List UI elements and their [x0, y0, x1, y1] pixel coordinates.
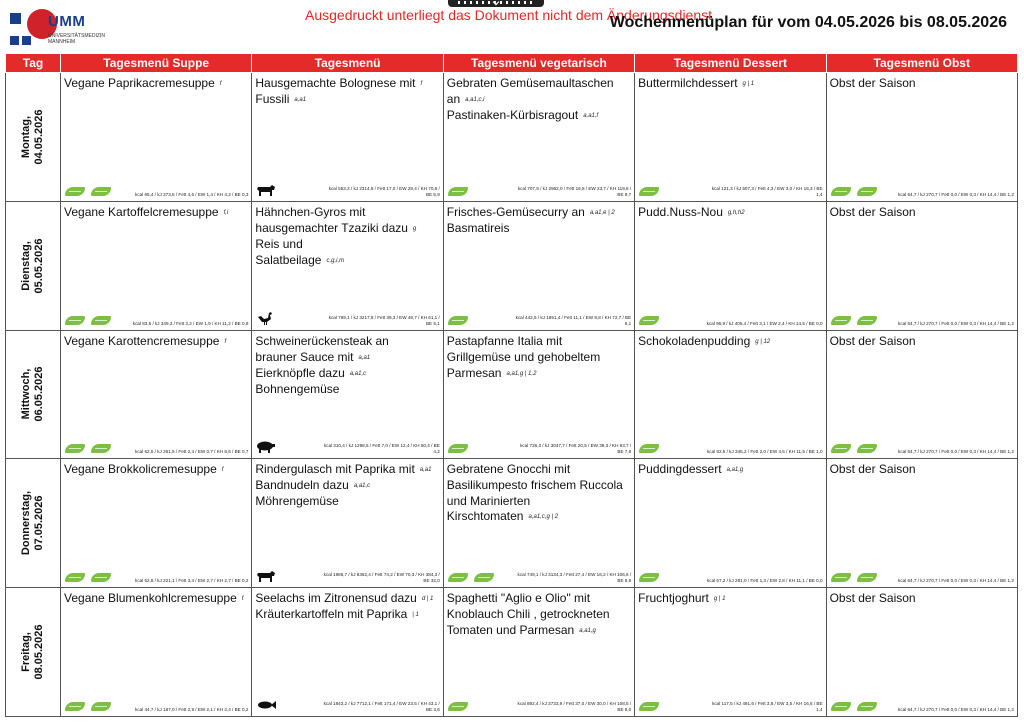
meal-cell-menu: [252, 588, 443, 717]
diet-icons: [65, 573, 111, 582]
nutrition-info: kcal 62,5 / kJ 261,5 / Fett 2,4 / EW 0,7 / KH 8,6 / BE 0,7: [135, 449, 249, 455]
table-row: [6, 588, 1018, 717]
allergen-codes: g | 12: [755, 338, 771, 345]
dish-line: [255, 494, 439, 510]
dish-line: [638, 205, 822, 221]
cow-icon: [256, 568, 276, 583]
nutrition-info: kcal 726,3 / kJ 3047,7 / Fett 20,5 / EW 39,3 / KH 93,7 / BE 7,8: [520, 443, 632, 455]
meal-cell-menu: [252, 330, 443, 459]
dish-line: [447, 221, 631, 237]
dish-name: [830, 205, 1014, 221]
dish-text: brauner Sauce mit: [255, 349, 354, 364]
vegan-leaf-icon: [65, 573, 85, 582]
dish-line: [64, 334, 248, 350]
table-row: [6, 330, 1018, 459]
dish-line: [830, 76, 1014, 92]
fish-icon: [256, 697, 276, 712]
nutrition-info: kcal 67,2 / kJ 281,0 / Fett 1,3 / EW 2,8 / KH 11,1 / BE 0,0: [706, 578, 823, 584]
dish-name: [64, 334, 248, 350]
dish-line: [255, 76, 439, 92]
dish-text: Möhrengemüse: [255, 494, 339, 509]
diet-icons: [639, 316, 659, 325]
dish-line: [830, 205, 1014, 221]
logo-name: UMM: [48, 13, 86, 30]
meal-cell-suppe: [61, 330, 252, 459]
allergen-codes: a,a1,g: [726, 467, 744, 474]
dish-name: [830, 591, 1014, 607]
diet-icons: [65, 187, 111, 196]
dish-line: [447, 108, 631, 124]
meal-cell-obst: [826, 201, 1017, 330]
dish-line: [447, 607, 631, 623]
allergen-codes: f: [241, 596, 244, 603]
dish-text: Puddingdessert: [638, 462, 722, 477]
vegetarian-leaf-icon: [474, 573, 494, 582]
dish-name: [830, 462, 1014, 478]
allergen-codes: a,a1,c: [353, 483, 371, 490]
dish-line: [447, 334, 631, 350]
diet-icons: [639, 573, 659, 582]
nutrition-info: kcal 65,4 / kJ 273,5 / Fett 4,6 / EW 1,4 / KH 4,2 / BE 0,3: [135, 191, 249, 197]
logo-subtitle: UNIVERSITÄTSMEDIZIN MANNHEIM: [48, 33, 105, 45]
dish-line: [447, 205, 631, 221]
vegan-leaf-icon: [857, 187, 877, 196]
allergen-codes: g,h,h2: [727, 209, 745, 216]
dish-text: Knoblauch Chili , getrockneten: [446, 607, 610, 622]
meal-cell-veg: [443, 588, 634, 717]
menu-table: [5, 53, 1018, 717]
dish-text: Obst der Saison: [829, 204, 916, 219]
pig-icon: [256, 439, 276, 454]
dish-line: [447, 478, 631, 494]
nutrition-info: kcal 553,2 / kJ 2314,8 / Fett 17,0 / EW 28,4 / KH 70,8 / BE 5,9: [328, 185, 440, 197]
allergen-codes: a,a1,g: [579, 628, 596, 635]
diet-icons: [831, 702, 877, 711]
nutrition-info: kcal 83,5 / kJ 349,3 / Fett 3,2 / EW 1,9 / KH 11,2 / BE 0,9: [132, 320, 249, 326]
nutrition-info: kcal 1843,2 / kJ 7712,1 / Fett 171,4 / EW 23,5 / KH 43,1 / BE 3,6: [323, 700, 440, 712]
day-label: [20, 109, 46, 164]
allergen-codes: f: [221, 467, 224, 474]
dish-line: [255, 366, 439, 382]
dish-line: [447, 76, 631, 92]
vegan-leaf-icon: [65, 702, 85, 711]
dish-text: Fruchtjoghurt: [638, 591, 709, 606]
vegetarian-leaf-icon: [639, 187, 659, 196]
meal-cell-suppe: [61, 588, 252, 717]
meal-cell-dessert: [635, 330, 826, 459]
dish-text: Obst der Saison: [829, 333, 916, 348]
vegetarian-leaf-icon: [448, 316, 468, 325]
meal-cell-veg: [443, 459, 634, 588]
dish-name: [255, 591, 439, 623]
dish-line: [255, 478, 439, 494]
nutrition-info: kcal 64,7 / kJ 270,7 / Fett 0,0 / EW 0,3 / KH 14,4 / BE 1,2: [898, 449, 1014, 455]
vegan-leaf-icon: [91, 187, 111, 196]
column-header-tag: Tag: [6, 54, 61, 73]
dish-name: [638, 462, 822, 478]
dish-name: [638, 76, 822, 92]
dish-line: [64, 76, 248, 92]
vegan-leaf-icon: [65, 316, 85, 325]
vegan-leaf-icon: [831, 702, 851, 711]
meal-cell-obst: [826, 459, 1017, 588]
dish-line: [255, 334, 439, 350]
meal-cell-suppe: [61, 201, 252, 330]
diet-icons: [831, 573, 877, 582]
dish-text: Hähnchen-Gyros mit: [255, 204, 366, 219]
allergen-codes: a,a1,c: [349, 370, 367, 377]
allergen-codes: f,i: [223, 209, 229, 216]
dish-text: Vegane Kartoffelcremesuppe: [64, 204, 219, 219]
umm-logo: [10, 9, 130, 49]
allergen-codes: f: [420, 81, 423, 87]
vegan-leaf-icon: [91, 702, 111, 711]
dish-name: [447, 205, 631, 237]
day-cell: [6, 459, 61, 588]
date: 08.05.2026: [33, 624, 45, 680]
weekday: Freitag,: [20, 632, 32, 672]
viewer-toolbar-handle[interactable]: [448, 0, 544, 7]
day-cell: [6, 73, 61, 202]
dish-text: Basmatireis: [446, 220, 510, 235]
nutrition-info: kcal 64,7 / kJ 270,7 / Fett 0,0 / EW 0,3 / KH 14,4 / BE 1,2: [898, 578, 1014, 584]
dish-text: Gebraten Gemüsemaultaschen: [446, 76, 614, 90]
meal-cell-suppe: [61, 459, 252, 588]
dish-line: [64, 205, 248, 221]
vegetarian-leaf-icon: [639, 702, 659, 711]
dish-text: Vegane Paprikacremesuppe: [64, 76, 215, 90]
dish-text: Parmesan: [446, 365, 502, 380]
day-label: [20, 238, 46, 293]
meal-cell-dessert: [635, 201, 826, 330]
dish-text: und Marinierten Kirschtomaten: [446, 494, 531, 524]
dish-text: Frisches-Gemüsecurry an: [446, 204, 585, 219]
allergen-codes: a,a1,g | 1,2: [506, 370, 537, 377]
nutrition-info: kcal 64,7 / kJ 270,7 / Fett 0,0 / EW 0,3 / KH 14,4 / BE 1,2: [898, 191, 1014, 197]
vegan-leaf-icon: [831, 316, 851, 325]
dish-line: [447, 494, 631, 525]
allergen-codes: a,a1,c,i: [465, 97, 485, 103]
column-header-menu: Tagesmenü: [252, 54, 443, 73]
dish-text: Salatbeilage: [255, 252, 322, 267]
vegan-leaf-icon: [91, 573, 111, 582]
vegan-leaf-icon: [91, 316, 111, 325]
dish-line: [447, 366, 631, 382]
diet-icons: [639, 187, 659, 196]
dish-text: Schokoladenpudding: [638, 333, 751, 348]
dish-text: Seelachs im Zitronensud dazu: [255, 591, 417, 606]
allergen-codes: a,a1,c,g | 2: [528, 514, 559, 521]
dish-text: Obst der Saison: [829, 462, 916, 477]
chevron-down-icon[interactable]: [493, 0, 500, 5]
diet-icons: [639, 444, 659, 453]
vegan-leaf-icon: [831, 444, 851, 453]
dish-text: Obst der Saison: [829, 591, 916, 606]
print-notice: Ausgedruckt unterliegt das Dokument nicht dem Änderungsdienst: [305, 7, 713, 23]
dish-text: Spaghetti "Aglio e Olio" mit: [446, 591, 591, 606]
dish-line: [255, 221, 439, 237]
diet-icons: [639, 702, 659, 711]
dish-line: [447, 623, 631, 639]
allergen-codes: | 1: [412, 612, 419, 619]
vegan-leaf-icon: [857, 444, 877, 453]
dish-text: Rindergulasch mit Paprika mit: [255, 462, 415, 477]
meal-cell-dessert: [635, 459, 826, 588]
vegan-leaf-icon: [65, 187, 85, 196]
allergen-codes: f: [224, 338, 227, 345]
column-header-vegetarisch: Tagesmenü vegetarisch: [443, 54, 634, 73]
dish-line: [447, 92, 631, 108]
meal-cell-veg: [443, 73, 634, 202]
nutrition-info: kcal 52,8 / kJ 221,1 / Fett 3,4 / EW 2,7 / KH 2,7 / BE 0,2: [135, 578, 249, 584]
dish-text: Gebratene Gnocchi mit: [446, 462, 571, 477]
dish-text: Basilikumpesto frischem Ruccola: [446, 478, 623, 493]
page-title: Wochenmenüplan für vom 04.05.2026 bis 08.05.2026: [609, 14, 1007, 31]
dish-line: [255, 462, 439, 478]
diet-icons: [448, 702, 468, 711]
vegetarian-leaf-icon: [639, 573, 659, 582]
dish-text: Fussili: [255, 92, 290, 106]
dish-name: [830, 76, 1014, 92]
logo-square-icon: [22, 36, 31, 45]
meal-cell-obst: [826, 588, 1017, 717]
day-label: [20, 625, 46, 680]
weekday: Donnerstag,: [20, 491, 32, 556]
dish-line: [638, 462, 822, 478]
vegan-leaf-icon: [91, 444, 111, 453]
chicken-icon: [256, 311, 276, 326]
vegetarian-leaf-icon: [448, 702, 468, 711]
dish-text: Buttermilchdessert: [638, 76, 738, 90]
day-cell: [6, 588, 61, 717]
nutrition-info: kcal 892,4 / kJ 3733,9 / Fett 37,0 / EW 30,0 / KH 108,5 / BE 9,0: [517, 700, 632, 712]
dish-text: Pudd.Nuss-Nou: [638, 204, 723, 219]
diet-icons: [831, 187, 877, 196]
diet-icons: [831, 444, 877, 453]
nutrition-info: kcal 1986,7 / kJ 8362,4 / Fett 74,2 / EW 70,3 / KH 384,3 / BE 32,0: [323, 572, 440, 584]
dish-name: [447, 334, 631, 382]
dish-name: [447, 591, 631, 639]
dish-text: Grillgemüse und gehobeltem: [446, 349, 601, 364]
dish-line: [447, 591, 631, 607]
date: 05.05.2026: [33, 238, 45, 294]
dish-text: Schweinerückensteak an: [255, 333, 389, 348]
vegan-leaf-icon: [65, 444, 85, 453]
logo-square-icon: [10, 36, 19, 45]
diet-icons: [65, 444, 111, 453]
dish-line: [830, 334, 1014, 350]
vegetarian-leaf-icon: [448, 573, 468, 582]
vegan-leaf-icon: [831, 187, 851, 196]
dish-line: [447, 462, 631, 478]
nutrition-info: kcal 44,7 / kJ 187,0 / Fett 2,9 / EW 2,1 / KH 2,4 / BE 0,2: [135, 706, 249, 712]
dish-line: [255, 92, 439, 108]
dish-text: Hausgemachte Bolognese mit: [255, 76, 416, 90]
date: 07.05.2026: [33, 495, 45, 551]
dish-text: an: [446, 92, 461, 106]
date: 04.05.2026: [33, 109, 45, 165]
dish-text: Vegane Karottencremesuppe: [64, 333, 220, 348]
meal-cell-obst: [826, 73, 1017, 202]
dish-name: [447, 76, 631, 124]
logo-square-icon: [10, 13, 21, 24]
diet-icons: [831, 316, 877, 325]
vegan-leaf-icon: [857, 316, 877, 325]
cow-icon: [256, 182, 276, 197]
allergen-codes: g: [412, 225, 417, 232]
dish-name: [255, 334, 439, 398]
meal-cell-menu: [252, 459, 443, 588]
dish-text: Obst der Saison: [829, 76, 916, 90]
meal-cell-dessert: [635, 73, 826, 202]
dish-line: [64, 591, 248, 607]
dish-name: [830, 334, 1014, 350]
dish-name: [255, 462, 439, 510]
nutrition-info: kcal 121,3 / kJ 507,3 / Fett 4,3 / EW 3,0 / KH 16,3 / BE 1,4: [711, 185, 823, 197]
meal-cell-veg: [443, 201, 634, 330]
nutrition-info: kcal 707,9 / kJ 2962,0 / Fett 16,8 / EW 23,7 / KH 119,8 / BE 9,7: [517, 185, 632, 197]
diet-icons: [448, 444, 468, 453]
vegan-leaf-icon: [857, 702, 877, 711]
nutrition-info: kcal 442,5 / kJ 1851,4 / Fett 11,1 / EW 8,8 / KH 72,7 / BE 6,1: [515, 314, 632, 326]
table-row: [6, 201, 1018, 330]
dish-line: [447, 350, 631, 366]
vegan-leaf-icon: [857, 573, 877, 582]
day-label: [20, 367, 46, 422]
column-header-dessert: Tagesmenü Dessert: [635, 54, 826, 73]
allergen-codes: a,a1: [419, 467, 432, 474]
dish-line: [255, 382, 439, 398]
allergen-codes: g | 1: [713, 596, 726, 603]
vegan-leaf-icon: [831, 573, 851, 582]
allergen-codes: a,a1,e | 2: [589, 209, 615, 216]
dish-name: [64, 591, 248, 607]
column-header-obst: Tagesmenü Obst: [826, 54, 1017, 73]
diet-icons: [448, 187, 468, 196]
date: 06.05.2026: [33, 366, 45, 423]
nutrition-info: kcal 82,5 / kJ 345,2 / Fett 2,0 / EW 4,5 / KH 11,5 / BE 1,0: [706, 449, 823, 455]
diet-icons: [65, 316, 111, 325]
nutrition-info: kcal 117,5 / kJ 491,6 / Fett 3,8 / EW 3,5 / KH 16,6 / BE 1,4: [712, 700, 823, 712]
diet-icons: [448, 316, 468, 325]
weekday: Dienstag,: [20, 240, 32, 291]
dish-name: [255, 205, 439, 269]
dish-name: [64, 205, 248, 221]
allergen-codes: a,a1,f: [583, 113, 599, 119]
diet-icons: [65, 702, 111, 711]
allergen-codes: d | 1: [421, 596, 434, 603]
vegetarian-leaf-icon: [448, 187, 468, 196]
allergen-codes: f: [219, 81, 222, 87]
nutrition-info: kcal 749,1 / kJ 3134,3 / Fett 27,4 / EW 16,2 / KH 106,6 / BE 8,9: [517, 572, 632, 584]
dish-line: [255, 205, 439, 221]
meal-cell-menu: [252, 73, 443, 202]
dish-text: Pastapfanne Italia mit: [446, 333, 563, 348]
meal-cell-obst: [826, 330, 1017, 459]
dish-name: [638, 334, 822, 350]
column-header-suppe: Tagesmenü Suppe: [61, 54, 252, 73]
dish-text: Bohnengemüse: [255, 381, 340, 396]
day-cell: [6, 201, 61, 330]
weekday: Montag,: [20, 115, 32, 158]
dish-line: [638, 591, 822, 607]
dish-text: Reis und: [255, 236, 303, 251]
dish-line: [830, 462, 1014, 478]
nutrition-info: kcal 769,1 / kJ 3217,8 / Fett 39,3 / EW 49,7 / KH 61,1 / BE 5,1: [328, 314, 440, 326]
nutrition-info: kcal 64,7 / kJ 270,7 / Fett 0,0 / EW 0,3 / KH 14,4 / BE 1,2: [898, 706, 1014, 712]
vegetarian-leaf-icon: [639, 316, 659, 325]
dish-text: Tomaten und Parmesan: [446, 623, 575, 638]
dish-line: [830, 591, 1014, 607]
dish-line: [255, 237, 439, 253]
dish-text: Bandnudeln dazu: [255, 478, 349, 493]
dish-line: [64, 462, 248, 478]
nutrition-info: kcal 310,4 / kJ 1298,5 / Fett 7,0 / EW 12,4 / KH 50,4 / BE 4,2: [323, 443, 440, 455]
dish-text: Eierknöpfle dazu: [255, 365, 345, 380]
dish-name: [638, 205, 822, 221]
allergen-codes: c,g,i,m: [326, 257, 345, 264]
vegetarian-leaf-icon: [448, 444, 468, 453]
dish-name: [64, 76, 248, 92]
dish-line: [255, 253, 439, 269]
allergen-codes: g | 1: [742, 81, 755, 87]
header-row: [6, 54, 1018, 73]
weekday: Mittwoch,: [20, 369, 32, 420]
dish-text: hausgemachter Tzaziki dazu: [255, 220, 408, 235]
dish-name: [255, 76, 439, 108]
meal-cell-dessert: [635, 588, 826, 717]
diet-icons: [448, 573, 494, 582]
nutrition-info: kcal 96,9 / kJ 405,4 / Fett 3,1 / EW 2,4 / KH 14,5 / BE 0,0: [706, 320, 823, 326]
dish-line: [255, 607, 439, 623]
nutrition-info: kcal 64,7 / kJ 270,7 / Fett 0,0 / EW 0,3 / KH 14,4 / BE 1,2: [898, 320, 1014, 326]
dish-name: [64, 462, 248, 478]
meal-cell-suppe: [61, 73, 252, 202]
dish-name: [638, 591, 822, 607]
dish-text: Kräuterkartoffeln mit Paprika: [255, 607, 408, 622]
dish-text: Pastinaken-Kürbisragout: [446, 108, 579, 122]
day-label: [20, 491, 46, 555]
day-cell: [6, 330, 61, 459]
dish-line: [255, 350, 439, 366]
dish-name: [447, 462, 631, 525]
meal-cell-menu: [252, 201, 443, 330]
dish-line: [638, 334, 822, 350]
table-row: [6, 73, 1018, 202]
dish-text: Vegane Blumenkohlcremesuppe: [64, 591, 237, 606]
table-row: [6, 459, 1018, 588]
dish-line: [638, 76, 822, 92]
meal-cell-veg: [443, 330, 634, 459]
dish-text: Vegane Brokkolicremesuppe: [64, 462, 217, 477]
dish-line: [255, 591, 439, 607]
allergen-codes: a,a1: [294, 97, 307, 103]
allergen-codes: a,a1: [358, 354, 371, 361]
vegetarian-leaf-icon: [639, 444, 659, 453]
